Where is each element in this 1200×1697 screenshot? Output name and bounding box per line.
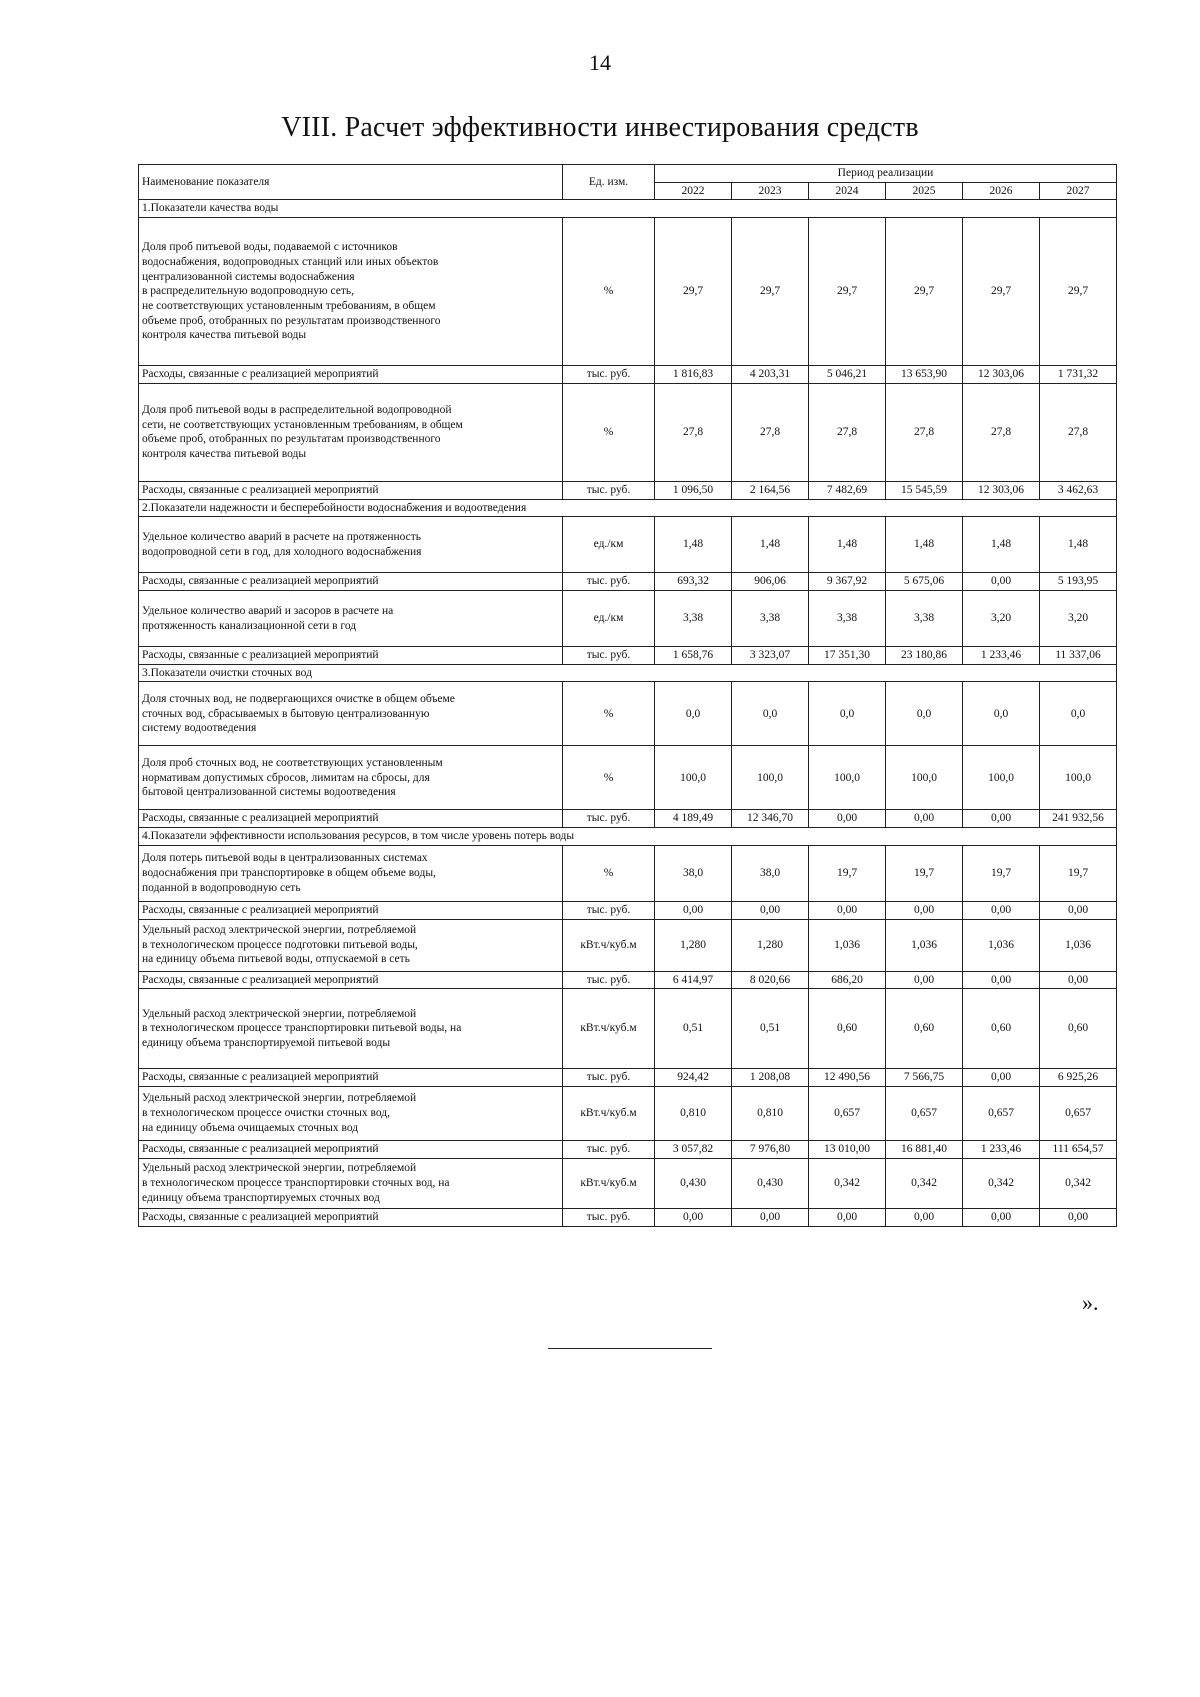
row-unit: тыс. руб.	[563, 647, 655, 665]
value-cell: 0,657	[1040, 1087, 1117, 1141]
value-cell: 19,7	[1040, 845, 1117, 901]
row-name-line: в распределительную водопроводную сеть,	[142, 285, 354, 298]
table-header	[139, 165, 1117, 200]
value-cell: 0,00	[732, 1208, 809, 1226]
value-cell: 0,00	[732, 901, 809, 919]
row-name-line: протяженность канализационной сети в год	[142, 619, 357, 632]
section-row	[139, 828, 1117, 846]
indicator-row	[139, 517, 1117, 573]
value-cell: 7 566,75	[886, 1069, 963, 1087]
value-cell: 29,7	[655, 218, 732, 366]
value-cell: 0,342	[809, 1158, 886, 1208]
value-cell: 1,036	[1040, 919, 1117, 971]
row-name	[139, 517, 563, 573]
row-name-line: систему водоотведения	[142, 722, 257, 735]
row-name: Расходы, связанные с реализацией мероприятий	[139, 810, 563, 828]
header-year: 2026	[963, 182, 1040, 200]
row-name-line: водоснабжения при транспортировке в общем объеме воды,	[142, 867, 436, 880]
value-cell: 29,7	[1040, 218, 1117, 366]
value-cell: 19,7	[809, 845, 886, 901]
row-name-line: Удельное количество аварий в расчете на протяженность	[142, 531, 422, 544]
row-unit: тыс. руб.	[563, 366, 655, 384]
value-cell: 5 675,06	[886, 573, 963, 591]
row-unit: тыс. руб.	[563, 1141, 655, 1159]
row-name-line: Удельный расход электрической энергии, потребляемой	[142, 1092, 417, 1105]
value-cell: 38,0	[655, 845, 732, 901]
value-cell: 1 233,46	[963, 647, 1040, 665]
value-cell: 0,60	[963, 989, 1040, 1069]
row-name: Расходы, связанные с реализацией мероприятий	[139, 901, 563, 919]
row-unit: кВт.ч/куб.м	[563, 1087, 655, 1141]
closing-quote-mark: ».	[1082, 1290, 1099, 1315]
value-cell: 1,48	[732, 517, 809, 573]
row-name-line: Удельный расход электрической энергии, потребляемой	[142, 924, 417, 937]
row-name: Расходы, связанные с реализацией мероприятий	[139, 366, 563, 384]
row-name-line: сточных вод, сбрасываемых в бытовую централизованную	[142, 707, 430, 720]
row-name-line: бытовой централизованной системы водоотведения	[142, 786, 396, 799]
indicator-row	[139, 989, 1117, 1069]
value-cell: 1 731,32	[1040, 366, 1117, 384]
value-cell: 12 346,70	[732, 810, 809, 828]
value-cell: 3 057,82	[655, 1141, 732, 1159]
row-unit: тыс. руб.	[563, 481, 655, 499]
value-cell: 100,0	[1040, 746, 1117, 810]
value-cell: 19,7	[886, 845, 963, 901]
value-cell: 0,00	[886, 1208, 963, 1226]
section-heading: 1.Показатели качества воды	[139, 200, 1117, 218]
value-cell: 27,8	[963, 383, 1040, 481]
value-cell: 1,48	[655, 517, 732, 573]
header-year: 2025	[886, 182, 963, 200]
divider-line	[548, 1348, 712, 1349]
row-name: Расходы, связанные с реализацией мероприятий	[139, 1208, 563, 1226]
section-row	[139, 664, 1117, 682]
value-cell: 0,00	[886, 971, 963, 989]
row-name-line: не соответствующих установленным требованиям, в общем	[142, 300, 436, 313]
value-cell: 0,00	[1040, 1208, 1117, 1226]
header-year: 2024	[809, 182, 886, 200]
value-cell: 15 545,59	[886, 481, 963, 499]
row-name-line: в технологическом процессе транспортировки сточных вод, на	[142, 1176, 450, 1189]
row-name: Расходы, связанные с реализацией мероприятий	[139, 481, 563, 499]
value-cell: 29,7	[809, 218, 886, 366]
value-cell: 0,0	[886, 682, 963, 746]
value-cell: 29,7	[732, 218, 809, 366]
value-cell: 0,00	[655, 901, 732, 919]
row-name	[139, 383, 563, 481]
row-unit: тыс. руб.	[563, 971, 655, 989]
cost-row	[139, 1141, 1117, 1159]
value-cell: 100,0	[732, 746, 809, 810]
value-cell: 27,8	[886, 383, 963, 481]
value-cell: 1 096,50	[655, 481, 732, 499]
value-cell: 1,48	[809, 517, 886, 573]
value-cell: 38,0	[732, 845, 809, 901]
section-heading: 2.Показатели надежности и бесперебойности водоснабжения и водоотведения	[139, 499, 1117, 517]
row-name-line: Доля проб сточных вод, не соответствующих установленным	[142, 756, 443, 769]
row-name-line: централизованной системы водоснабжения	[142, 270, 355, 283]
value-cell: 100,0	[963, 746, 1040, 810]
row-name-line: на единицу объема очищаемых сточных вод	[142, 1121, 359, 1134]
header-year: 2023	[732, 182, 809, 200]
row-name-line: в технологическом процессе транспортировки питьевой воды, на	[142, 1022, 462, 1035]
value-cell: 0,00	[963, 1208, 1040, 1226]
value-cell: 0,0	[1040, 682, 1117, 746]
cost-row	[139, 810, 1117, 828]
investment-efficiency-table	[138, 164, 1117, 1227]
row-name	[139, 218, 563, 366]
value-cell: 5 193,95	[1040, 573, 1117, 591]
row-unit: тыс. руб.	[563, 1208, 655, 1226]
value-cell: 27,8	[655, 383, 732, 481]
indicator-row	[139, 919, 1117, 971]
section-heading: 4.Показатели эффективности использования ресурсов, в том числе уровень потерь воды	[139, 828, 1117, 846]
value-cell: 0,657	[809, 1087, 886, 1141]
value-cell: 0,0	[655, 682, 732, 746]
row-name	[139, 845, 563, 901]
value-cell: 0,00	[886, 810, 963, 828]
value-cell: 0,0	[963, 682, 1040, 746]
value-cell: 0,810	[655, 1087, 732, 1141]
row-name-line: контроля качества питьевой воды	[142, 448, 307, 461]
cost-row	[139, 901, 1117, 919]
value-cell: 23 180,86	[886, 647, 963, 665]
cost-row	[139, 481, 1117, 499]
value-cell: 3 323,07	[732, 647, 809, 665]
row-name	[139, 989, 563, 1069]
value-cell: 0,00	[963, 971, 1040, 989]
header-name: Наименование показателя	[139, 165, 563, 200]
row-name-line: нормативам допустимых сбросов, лимитам на сбросы, для	[142, 771, 430, 784]
row-name	[139, 1087, 563, 1141]
value-cell: 1,48	[886, 517, 963, 573]
value-cell: 0,0	[732, 682, 809, 746]
value-cell: 12 303,06	[963, 481, 1040, 499]
value-cell: 906,06	[732, 573, 809, 591]
section-heading: 3.Показатели очистки сточных вод	[139, 664, 1117, 682]
value-cell: 100,0	[655, 746, 732, 810]
value-cell: 12 303,06	[963, 366, 1040, 384]
cost-row	[139, 971, 1117, 989]
row-name-line: Доля потерь питьевой воды в централизованных системах	[142, 852, 428, 865]
row-name	[139, 682, 563, 746]
value-cell: 3,20	[1040, 591, 1117, 647]
value-cell: 7 482,69	[809, 481, 886, 499]
value-cell: 0,00	[963, 810, 1040, 828]
row-name-line: сети, не соответствующих установленным требованиям, в общем	[142, 418, 463, 431]
header-period: Период реализации	[655, 165, 1117, 183]
value-cell: 1 208,08	[732, 1069, 809, 1087]
row-name-line: Удельный расход электрической энергии, потребляемой	[142, 1162, 417, 1175]
value-cell: 5 046,21	[809, 366, 886, 384]
value-cell: 241 932,56	[1040, 810, 1117, 828]
value-cell: 1,280	[655, 919, 732, 971]
value-cell: 0,60	[886, 989, 963, 1069]
value-cell: 0,00	[809, 810, 886, 828]
header-year: 2027	[1040, 182, 1117, 200]
row-unit: кВт.ч/куб.м	[563, 1158, 655, 1208]
value-cell: 1,48	[963, 517, 1040, 573]
row-name-line: водопроводной сети в год, для холодного водоснабжения	[142, 545, 422, 558]
value-cell: 0,00	[1040, 901, 1117, 919]
value-cell: 686,20	[809, 971, 886, 989]
row-unit: %	[563, 845, 655, 901]
value-cell: 0,00	[1040, 971, 1117, 989]
value-cell: 13 010,00	[809, 1141, 886, 1159]
indicator-row	[139, 746, 1117, 810]
value-cell: 100,0	[886, 746, 963, 810]
value-cell: 27,8	[732, 383, 809, 481]
value-cell: 0,60	[809, 989, 886, 1069]
value-cell: 3,38	[732, 591, 809, 647]
value-cell: 9 367,92	[809, 573, 886, 591]
cost-row	[139, 1069, 1117, 1087]
value-cell: 0,51	[655, 989, 732, 1069]
row-name-line: в технологическом процессе подготовки питьевой воды,	[142, 938, 418, 951]
value-cell: 0,810	[732, 1087, 809, 1141]
row-unit: кВт.ч/куб.м	[563, 989, 655, 1069]
row-name-line: Удельное количество аварий и засоров в расчете на	[142, 604, 394, 617]
value-cell: 3,38	[655, 591, 732, 647]
value-cell: 0,657	[963, 1087, 1040, 1141]
value-cell: 29,7	[886, 218, 963, 366]
row-name-line: Доля сточных вод, не подвергающихся очистке в общем объеме	[142, 692, 455, 705]
value-cell: 0,51	[732, 989, 809, 1069]
row-name-line: Доля проб питьевой воды в распределительной водопроводной	[142, 403, 452, 416]
row-name-line: единицу объема транспортируемых сточных вод	[142, 1191, 380, 1204]
row-name-line: единицу объема транспортируемой питьевой воды	[142, 1037, 391, 1050]
value-cell: 0,342	[1040, 1158, 1117, 1208]
row-unit: %	[563, 682, 655, 746]
value-cell: 0,430	[732, 1158, 809, 1208]
value-cell: 2 164,56	[732, 481, 809, 499]
header-year: 2022	[655, 182, 732, 200]
value-cell: 3,38	[809, 591, 886, 647]
value-cell: 0,342	[963, 1158, 1040, 1208]
row-unit: %	[563, 218, 655, 366]
value-cell: 3,38	[886, 591, 963, 647]
value-cell: 1,036	[963, 919, 1040, 971]
cost-row	[139, 1208, 1117, 1226]
value-cell: 19,7	[963, 845, 1040, 901]
row-name	[139, 591, 563, 647]
value-cell: 0,657	[886, 1087, 963, 1141]
indicator-row	[139, 1158, 1117, 1208]
value-cell: 3,20	[963, 591, 1040, 647]
value-cell: 4 189,49	[655, 810, 732, 828]
value-cell: 12 490,56	[809, 1069, 886, 1087]
row-name	[139, 919, 563, 971]
value-cell: 1,280	[732, 919, 809, 971]
value-cell: 100,0	[809, 746, 886, 810]
indicator-row	[139, 682, 1117, 746]
row-unit: тыс. руб.	[563, 1069, 655, 1087]
value-cell: 7 976,80	[732, 1141, 809, 1159]
row-name-line: Удельный расход электрической энергии, потребляемой	[142, 1007, 417, 1020]
cost-row	[139, 573, 1117, 591]
value-cell: 1,48	[1040, 517, 1117, 573]
value-cell: 0,00	[963, 1069, 1040, 1087]
value-cell: 1 658,76	[655, 647, 732, 665]
value-cell: 27,8	[809, 383, 886, 481]
value-cell: 11 337,06	[1040, 647, 1117, 665]
row-unit: тыс. руб.	[563, 573, 655, 591]
value-cell: 8 020,66	[732, 971, 809, 989]
value-cell: 3 462,63	[1040, 481, 1117, 499]
row-unit: %	[563, 383, 655, 481]
row-name	[139, 746, 563, 810]
row-name: Расходы, связанные с реализацией мероприятий	[139, 573, 563, 591]
value-cell: 0,00	[809, 901, 886, 919]
value-cell: 111 654,57	[1040, 1141, 1117, 1159]
indicator-row	[139, 845, 1117, 901]
row-name: Расходы, связанные с реализацией мероприятий	[139, 647, 563, 665]
page-number: 14	[589, 50, 611, 75]
cost-row	[139, 366, 1117, 384]
value-cell: 0,00	[809, 1208, 886, 1226]
indicator-row	[139, 383, 1117, 481]
indicator-row	[139, 1087, 1117, 1141]
row-unit: тыс. руб.	[563, 810, 655, 828]
value-cell: 693,32	[655, 573, 732, 591]
row-name-line: в технологическом процессе очистки сточных вод,	[142, 1107, 390, 1120]
row-unit: тыс. руб.	[563, 901, 655, 919]
indicator-row	[139, 218, 1117, 366]
value-cell: 17 351,30	[809, 647, 886, 665]
value-cell: 29,7	[963, 218, 1040, 366]
value-cell: 16 881,40	[886, 1141, 963, 1159]
row-name: Расходы, связанные с реализацией мероприятий	[139, 1069, 563, 1087]
row-name: Расходы, связанные с реализацией мероприятий	[139, 971, 563, 989]
value-cell: 1,036	[886, 919, 963, 971]
value-cell: 0,342	[886, 1158, 963, 1208]
value-cell: 1 233,46	[963, 1141, 1040, 1159]
row-unit: ед./км	[563, 591, 655, 647]
row-unit: %	[563, 746, 655, 810]
row-name: Расходы, связанные с реализацией мероприятий	[139, 1141, 563, 1159]
value-cell: 6 925,26	[1040, 1069, 1117, 1087]
value-cell: 13 653,90	[886, 366, 963, 384]
section-title: VIII. Расчет эффективности инвестирования средств	[281, 112, 919, 143]
value-cell: 924,42	[655, 1069, 732, 1087]
section-row	[139, 499, 1117, 517]
table-body	[139, 200, 1117, 1226]
value-cell: 0,430	[655, 1158, 732, 1208]
value-cell: 27,8	[1040, 383, 1117, 481]
indicator-row	[139, 591, 1117, 647]
row-unit: кВт.ч/куб.м	[563, 919, 655, 971]
header-unit: Ед. изм.	[563, 165, 655, 200]
value-cell: 0,0	[809, 682, 886, 746]
row-name-line: Доля проб питьевой воды, подаваемой с источников	[142, 241, 398, 254]
value-cell: 0,00	[963, 901, 1040, 919]
value-cell: 0,00	[963, 573, 1040, 591]
row-name-line: поданной в водопроводную сеть	[142, 881, 301, 894]
section-row	[139, 200, 1117, 218]
row-unit: ед./км	[563, 517, 655, 573]
value-cell: 0,00	[886, 901, 963, 919]
row-name-line: на единицу объема питьевой воды, отпускаемой в сеть	[142, 953, 410, 966]
row-name-line: водоснабжения, водопроводных станций или иных объектов	[142, 255, 439, 268]
cost-row	[139, 647, 1117, 665]
value-cell: 1 816,83	[655, 366, 732, 384]
row-name-line: объеме проб, отобранных по результатам производственного	[142, 314, 441, 327]
value-cell: 0,00	[655, 1208, 732, 1226]
row-name	[139, 1158, 563, 1208]
value-cell: 4 203,31	[732, 366, 809, 384]
value-cell: 6 414,97	[655, 971, 732, 989]
row-name-line: контроля качества питьевой воды	[142, 329, 307, 342]
value-cell: 0,60	[1040, 989, 1117, 1069]
value-cell: 1,036	[809, 919, 886, 971]
row-name-line: объеме проб, отобранных по результатам производственного	[142, 433, 441, 446]
